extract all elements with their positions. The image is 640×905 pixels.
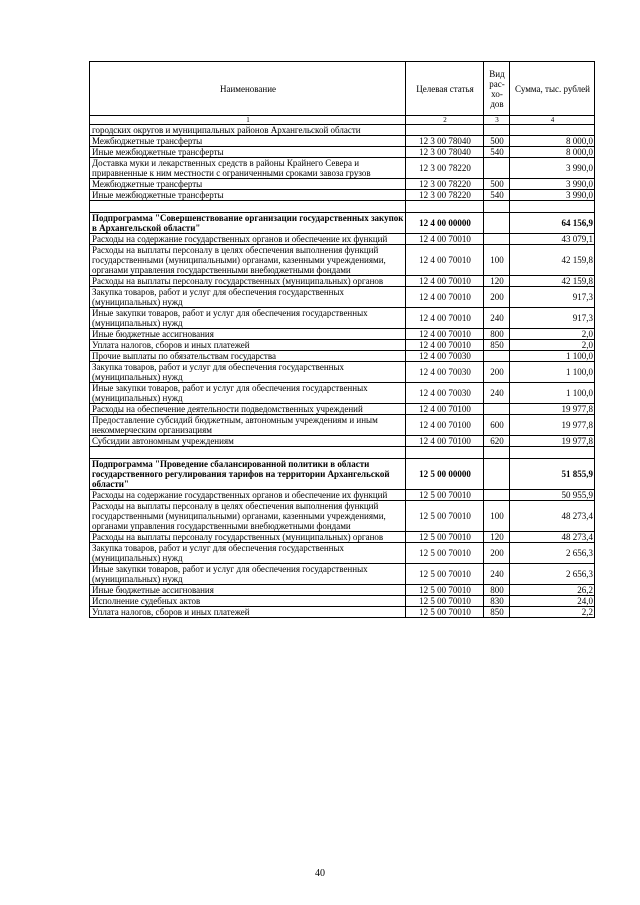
cell-sum <box>510 125 595 136</box>
cell-name: Субсидии автономным учреждениям <box>90 436 406 447</box>
cell-code <box>406 201 484 213</box>
cell-name: Закупка товаров, работ и услуг для обеспечения государственных (муниципальных) нужд <box>90 362 406 383</box>
cell-sum: 19 977,8 <box>510 436 595 447</box>
cell-code: 12 5 00 70010 <box>406 596 484 607</box>
table-row <box>90 501 595 532</box>
cell-code: 12 4 00 70100 <box>406 404 484 415</box>
cell-vid <box>484 234 510 245</box>
cell-code: 12 3 00 78220 <box>406 158 484 179</box>
cell-name: Закупка товаров, работ и услуг для обеспечения государственных (муниципальных) нужд <box>90 543 406 564</box>
cell-sum: 917,3 <box>510 287 595 308</box>
table-row <box>90 245 595 276</box>
table-row <box>90 234 595 245</box>
cell-sum: 3 990,0 <box>510 158 595 179</box>
cell-sum: 2,2 <box>510 607 595 618</box>
cell-code: 12 4 00 70010 <box>406 276 484 287</box>
cell-name: Подпрограмма "Совершенствование организации государственных закупок в Архангельской области" <box>90 213 406 234</box>
table-row <box>90 287 595 308</box>
cell-code: 12 4 00 70010 <box>406 329 484 340</box>
cell-name: Расходы на выплаты персоналу в целях обеспечения выполнения функций государственными (муниципальными) органами, казенными учреждениями, органами управления государственными внебюджетными фондами <box>90 501 406 532</box>
cell-vid: 240 <box>484 564 510 585</box>
cell-name: Расходы на содержание государственных органов и обеспечение их функций <box>90 234 406 245</box>
cell-name: Иные бюджетные ассигнования <box>90 329 406 340</box>
budget-table-page <box>89 61 594 618</box>
table-spacer-row <box>90 201 595 213</box>
cell-vid: 200 <box>484 543 510 564</box>
cell-sum: 3 990,0 <box>510 190 595 201</box>
cell-code: 12 5 00 70010 <box>406 564 484 585</box>
cell-vid: 850 <box>484 607 510 618</box>
cell-sum: 43 079,1 <box>510 234 595 245</box>
cell-code: 12 5 00 70010 <box>406 532 484 543</box>
cell-code: 12 4 00 70030 <box>406 362 484 383</box>
cell-name: Межбюджетные трансферты <box>90 179 406 190</box>
table-row <box>90 404 595 415</box>
cell-vid: 540 <box>484 147 510 158</box>
cell-vid: 800 <box>484 585 510 596</box>
cell-code: 12 5 00 70010 <box>406 585 484 596</box>
cell-sum: 2 656,3 <box>510 543 595 564</box>
cell-vid: 120 <box>484 532 510 543</box>
cell-vid <box>484 351 510 362</box>
table-row <box>90 190 595 201</box>
table-row <box>90 276 595 287</box>
cell-code: 12 5 00 70010 <box>406 501 484 532</box>
cell-vid <box>484 213 510 234</box>
cell-name <box>90 447 406 459</box>
cell-sum: 24,0 <box>510 596 595 607</box>
table-row <box>90 351 595 362</box>
cell-vid: 100 <box>484 501 510 532</box>
cell-code: 12 3 00 78220 <box>406 179 484 190</box>
cell-name: Расходы на обеспечение деятельности подведомственных учреждений <box>90 404 406 415</box>
cell-name: Межбюджетные трансферты <box>90 136 406 147</box>
table-row <box>90 490 595 501</box>
cell-name: Иные закупки товаров, работ и услуг для обеспечения государственных (муниципальных) нужд <box>90 564 406 585</box>
cell-vid: 800 <box>484 329 510 340</box>
cell-name: Подпрограмма "Проведение сбалансированной политики в области государственного регулирования тарифов на территории Архангельской области" <box>90 459 406 490</box>
cell-sum: 42 159,8 <box>510 245 595 276</box>
cell-code: 12 4 00 70010 <box>406 234 484 245</box>
cell-name: Предоставление субсидий бюджетным, автономным учреждениям и иным некоммерческим организациям <box>90 415 406 436</box>
cell-code: 12 5 00 70010 <box>406 490 484 501</box>
table-row <box>90 362 595 383</box>
subprogram-row <box>90 459 595 490</box>
cell-vid: 600 <box>484 415 510 436</box>
table-row <box>90 585 595 596</box>
cell-name: городских округов и муниципальных районов Архангельской области <box>90 125 406 136</box>
table-row <box>90 436 595 447</box>
column-index: 3 <box>484 116 510 125</box>
cell-sum: 26,2 <box>510 585 595 596</box>
cell-sum: 64 156,9 <box>510 213 595 234</box>
cell-vid: 620 <box>484 436 510 447</box>
cell-name: Иные бюджетные ассигнования <box>90 585 406 596</box>
cell-name: Исполнение судебных актов <box>90 596 406 607</box>
table-spacer-row <box>90 447 595 459</box>
table-body <box>90 125 595 618</box>
cell-vid: 200 <box>484 362 510 383</box>
table-row <box>90 158 595 179</box>
column-index: 2 <box>406 116 484 125</box>
cell-vid: 850 <box>484 340 510 351</box>
cell-name: Расходы на содержание государственных органов и обеспечение их функций <box>90 490 406 501</box>
page-number: 40 <box>315 868 325 879</box>
cell-vid: 240 <box>484 308 510 329</box>
cell-vid: 120 <box>484 276 510 287</box>
cell-code: 12 4 00 70100 <box>406 436 484 447</box>
table-row <box>90 415 595 436</box>
table-row <box>90 532 595 543</box>
cell-code <box>406 125 484 136</box>
cell-name: Иные закупки товаров, работ и услуг для обеспечения государственных (муниципальных) нужд <box>90 308 406 329</box>
cell-code: 12 4 00 70010 <box>406 287 484 308</box>
cell-code: 12 3 00 78040 <box>406 147 484 158</box>
cell-sum: 8 000,0 <box>510 147 595 158</box>
subprogram-row <box>90 213 595 234</box>
cell-name: Иные межбюджетные трансферты <box>90 190 406 201</box>
column-index: 1 <box>90 116 406 125</box>
cell-sum: 50 955,9 <box>510 490 595 501</box>
cell-vid <box>484 459 510 490</box>
cell-vid: 500 <box>484 136 510 147</box>
header-code: Целевая статья <box>406 62 484 116</box>
cell-code <box>406 447 484 459</box>
cell-name: Иные закупки товаров, работ и услуг для обеспечения государственных (муниципальных) нужд <box>90 383 406 404</box>
header-name: Наименование <box>90 62 406 116</box>
cell-sum: 19 977,8 <box>510 415 595 436</box>
cell-vid: 240 <box>484 383 510 404</box>
cell-name: Прочие выплаты по обязательствам государства <box>90 351 406 362</box>
cell-sum: 48 273,4 <box>510 501 595 532</box>
column-index-row <box>90 116 595 125</box>
table-row <box>90 125 595 136</box>
cell-code: 12 3 00 78040 <box>406 136 484 147</box>
table-row <box>90 179 595 190</box>
cell-vid <box>484 201 510 213</box>
column-index: 4 <box>510 116 595 125</box>
table-row <box>90 543 595 564</box>
cell-vid <box>484 125 510 136</box>
cell-name <box>90 201 406 213</box>
cell-name: Расходы на выплаты персоналу государственных (муниципальных) органов <box>90 276 406 287</box>
cell-code: 12 5 00 70010 <box>406 607 484 618</box>
cell-code: 12 3 00 78220 <box>406 190 484 201</box>
table-row <box>90 340 595 351</box>
cell-vid: 100 <box>484 245 510 276</box>
cell-code: 12 4 00 70010 <box>406 308 484 329</box>
cell-sum: 3 990,0 <box>510 179 595 190</box>
cell-code: 12 4 00 00000 <box>406 213 484 234</box>
cell-sum: 1 100,0 <box>510 362 595 383</box>
cell-sum: 48 273,4 <box>510 532 595 543</box>
cell-sum: 19 977,8 <box>510 404 595 415</box>
cell-name: Закупка товаров, работ и услуг для обеспечения государственных (муниципальных) нужд <box>90 287 406 308</box>
cell-vid: 500 <box>484 179 510 190</box>
cell-name: Уплата налогов, сборов и иных платежей <box>90 340 406 351</box>
cell-name: Иные межбюджетные трансферты <box>90 147 406 158</box>
cell-sum: 42 159,8 <box>510 276 595 287</box>
cell-sum <box>510 447 595 459</box>
table-row <box>90 564 595 585</box>
header-vid: Вид рас-хо-дов <box>484 62 510 116</box>
cell-sum: 51 855,9 <box>510 459 595 490</box>
cell-code: 12 4 00 70100 <box>406 415 484 436</box>
cell-vid: 830 <box>484 596 510 607</box>
cell-code: 12 4 00 70010 <box>406 340 484 351</box>
table-row <box>90 136 595 147</box>
cell-sum: 917,3 <box>510 308 595 329</box>
cell-name: Доставка муки и лекарственных средств в районы Крайнего Севера и приравненные к ним местности с ограниченными сроками завоза грузов <box>90 158 406 179</box>
cell-vid: 200 <box>484 287 510 308</box>
cell-code: 12 5 00 00000 <box>406 459 484 490</box>
cell-code: 12 4 00 70030 <box>406 383 484 404</box>
header-sum: Сумма, тыс. рублей <box>510 62 595 116</box>
cell-code: 12 4 00 70030 <box>406 351 484 362</box>
cell-code: 12 4 00 70010 <box>406 245 484 276</box>
cell-sum: 2,0 <box>510 329 595 340</box>
cell-sum <box>510 201 595 213</box>
table-header-row <box>90 62 595 116</box>
table-row <box>90 607 595 618</box>
cell-vid <box>484 447 510 459</box>
cell-sum: 2 656,3 <box>510 564 595 585</box>
cell-vid <box>484 158 510 179</box>
table-row <box>90 596 595 607</box>
cell-code: 12 5 00 70010 <box>406 543 484 564</box>
cell-name: Расходы на выплаты персоналу государственных (муниципальных) органов <box>90 532 406 543</box>
cell-name: Уплата налогов, сборов и иных платежей <box>90 607 406 618</box>
table-row <box>90 147 595 158</box>
cell-name: Расходы на выплаты персоналу в целях обеспечения выполнения функций государственными (муниципальными) органами, казенными учреждениями, органами управления государственными внебюджетными фондами <box>90 245 406 276</box>
cell-sum: 1 100,0 <box>510 383 595 404</box>
cell-vid <box>484 490 510 501</box>
budget-table <box>89 61 595 618</box>
table-row <box>90 329 595 340</box>
table-row <box>90 308 595 329</box>
cell-sum: 8 000,0 <box>510 136 595 147</box>
cell-vid <box>484 404 510 415</box>
table-row <box>90 383 595 404</box>
cell-vid: 540 <box>484 190 510 201</box>
cell-sum: 1 100,0 <box>510 351 595 362</box>
cell-sum: 2,0 <box>510 340 595 351</box>
